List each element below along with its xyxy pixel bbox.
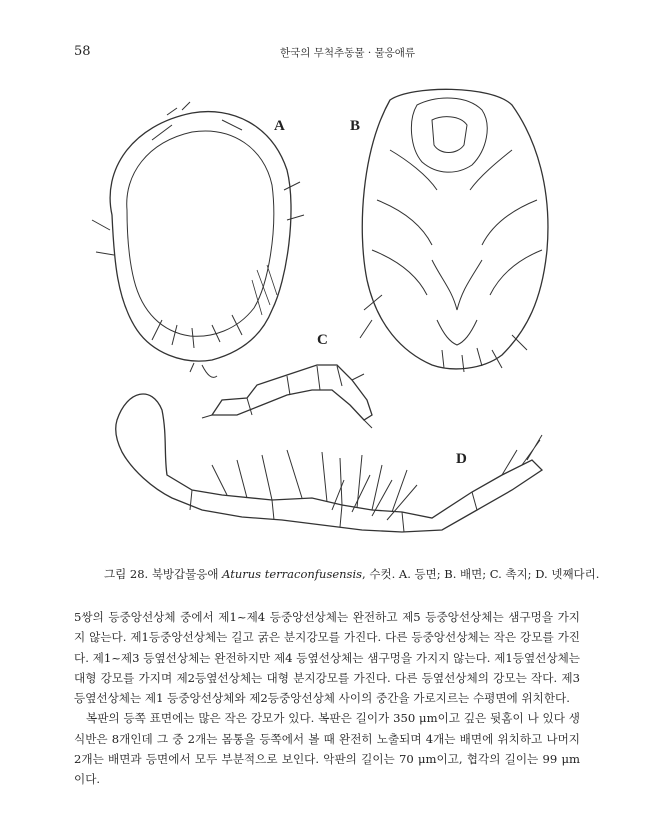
figure-label-a: A — [274, 118, 285, 134]
palp-drawing — [202, 365, 372, 428]
dorsal-view-drawing — [92, 102, 304, 377]
running-header: 한국의 무척추동물 · 물응애류 — [280, 47, 416, 59]
figure-drawing — [72, 80, 582, 545]
figure — [72, 80, 582, 545]
body-text — [74, 607, 580, 790]
fourth-leg-drawing — [116, 394, 542, 532]
caption-suffix: , 수컷. A. 등면; B. 배면; C. 촉지; D. 넷째다리. — [362, 567, 600, 581]
ventral-view-drawing — [360, 89, 548, 372]
caption-prefix: 그림 28. 북방갑물응애 — [104, 567, 223, 581]
page-number: 58 — [74, 44, 91, 59]
paragraph-1: 5쌍의 등중앙선상체 중에서 제1~제4 등중앙선상체는 완전하고 제5 등중앙선상체는 샘구멍을 가지지 않는다. 제1등중앙선상체는 길고 굵은 분지강모를 가진다. 다른 등중앙선상체는 작은 강모를 가진다. 제1~제3 등옆선상체는 완전하지만 제4 등옆선상체는 샘구멍을 가지지 않는다. 제1등옆선상체는 대형 강모를 가지며 제2등옆선상체는 대형 분지강모를 가진다. 다른 등옆선상체의 강모는 작다. 제3등옆선상체는 제1 등중앙선상체와 제2등중앙선상체 사이의 중간을 가로지르는 수평면에 위치한다. — [74, 610, 580, 706]
paragraph-2: 복판의 등쪽 표면에는 많은 작은 강모가 있다. 복판은 길이가 350 μm이고 깊은 뒷홈이 나 있다 생식반은 8개인데 그 중 2개는 몸통을 등쪽에서 볼 때 완전히 노출되며 4개는 배면에 위치하고 나머지 2개는 배면과 등면에서 모두 부분적으로 보인다. 악판의 길이는 70 μm이고, 협각의 길이는 99 μm이다. — [74, 711, 580, 787]
figure-label-b: B — [350, 118, 361, 134]
figure-caption — [104, 566, 599, 582]
figure-label-c: C — [317, 332, 328, 348]
figure-label-d: D — [456, 451, 467, 467]
caption-species: Aturus terraconfusensis — [222, 567, 363, 581]
